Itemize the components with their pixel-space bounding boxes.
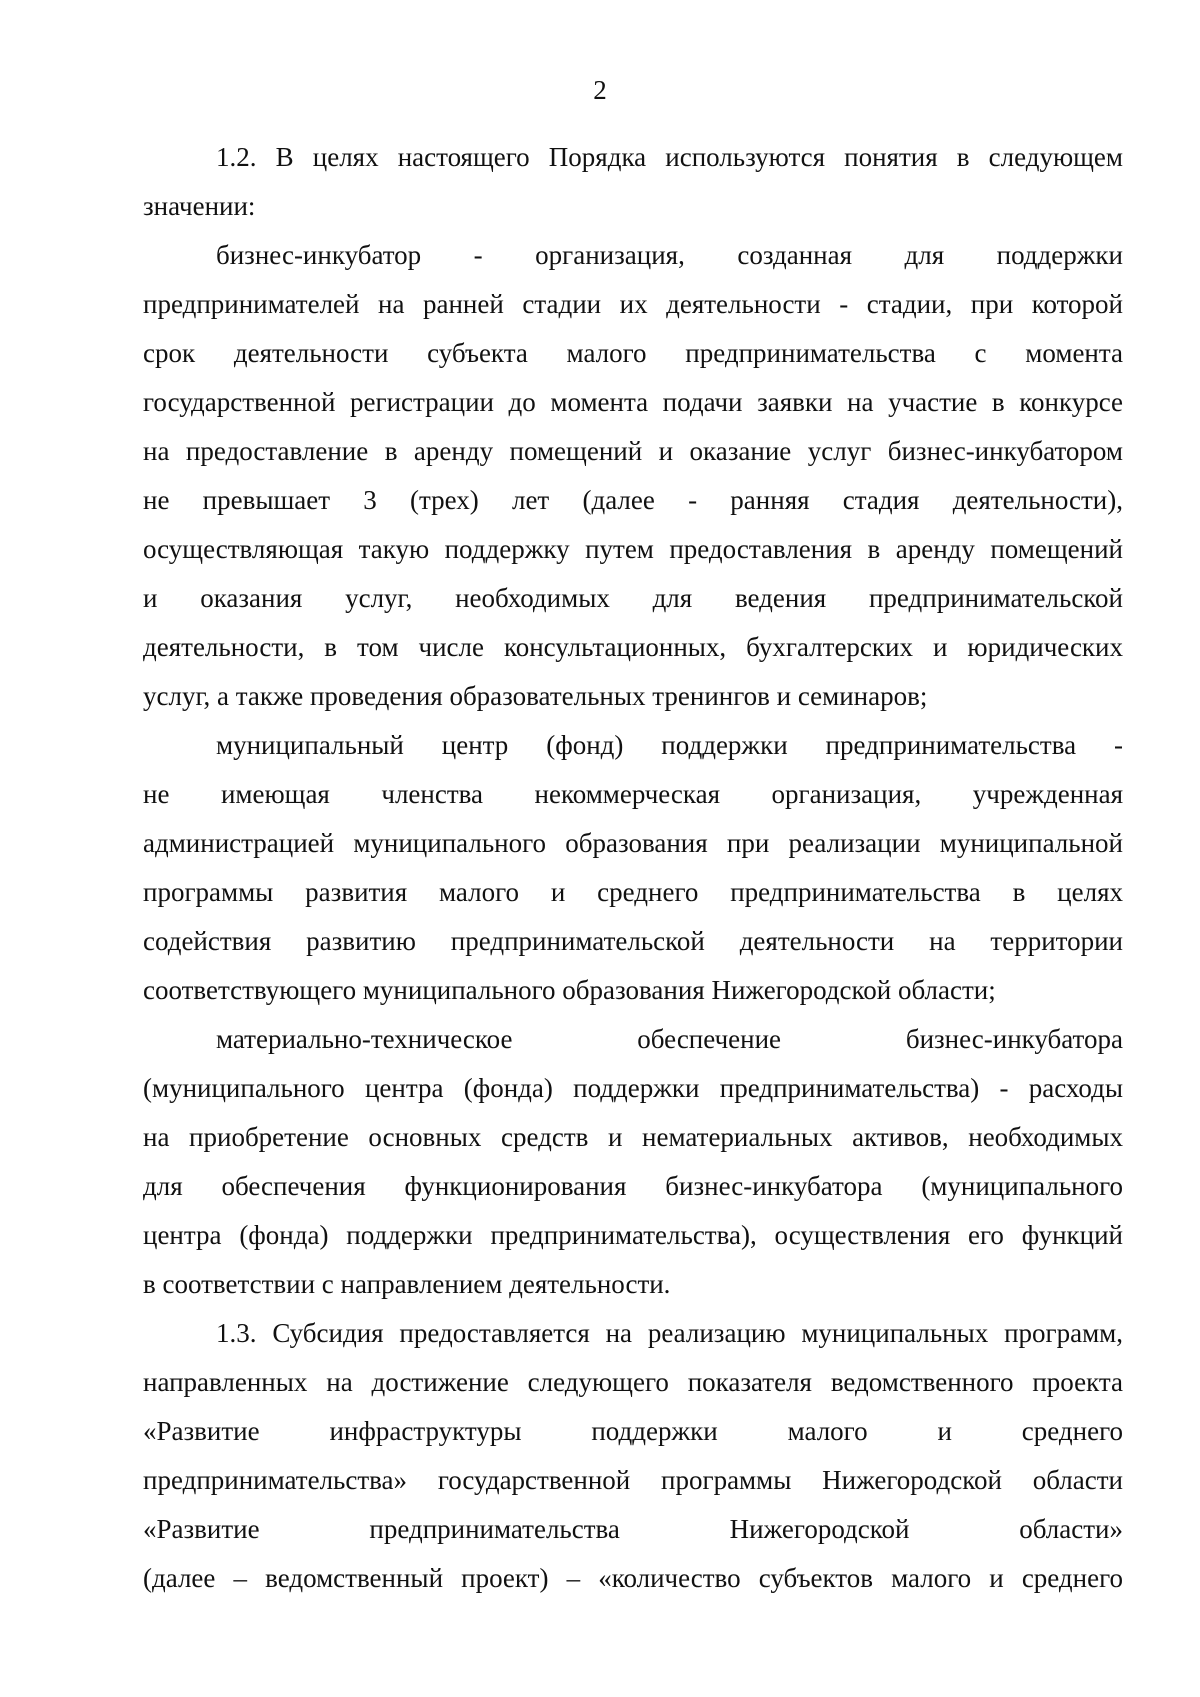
text-line: на предоставление в аренду помещений и оказание услуг бизнес-инкубатором — [143, 436, 1123, 466]
text-line: бизнес-инкубатор - организация, созданная для поддержки — [216, 240, 1123, 270]
text-line: направленных на достижение следующего показателя ведомственного проекта — [143, 1367, 1123, 1397]
text-line: (далее – ведомственный проект) – «количество субъектов малого и среднего — [143, 1563, 1123, 1593]
text-line: и оказания услуг, необходимых для ведения предпринимательской — [143, 583, 1123, 613]
page-number: 2 — [593, 75, 607, 105]
text-line: «Развитие предпринимательства Нижегородской области» — [143, 1514, 1123, 1544]
text-line: администрацией муниципального образования при реализации муниципальной — [143, 828, 1123, 858]
text-line: не имеющая членства некоммерческая организация, учрежденная — [143, 779, 1123, 809]
text-line: осуществляющая такую поддержку путем предоставления в аренду помещений — [143, 534, 1123, 564]
text-line: муниципальный центр (фонд) поддержки предпринимательства - — [216, 730, 1123, 760]
text-line: предпринимателей на ранней стадии их деятельности - стадии, при которой — [143, 289, 1123, 319]
text-line: 1.3. Субсидия предоставляется на реализацию муниципальных программ, — [216, 1318, 1123, 1348]
text-line: деятельности, в том числе консультационных, бухгалтерских и юридических — [143, 632, 1123, 662]
text-line: в соответствии с направлением деятельности. — [143, 1269, 671, 1299]
text-line: программы развития малого и среднего предпринимательства в целях — [143, 877, 1123, 907]
text-line: предпринимательства» государственной программы Нижегородской области — [143, 1465, 1123, 1495]
document-body — [143, 133, 1123, 1603]
text-line: «Развитие инфраструктуры поддержки малого и среднего — [143, 1416, 1123, 1446]
text-line: 1.2. В целях настоящего Порядка используются понятия в следующем — [216, 142, 1123, 172]
text-line: для обеспечения функционирования бизнес-инкубатора (муниципального — [143, 1171, 1123, 1201]
text-line: государственной регистрации до момента подачи заявки на участие в конкурсе — [143, 387, 1123, 417]
text-line: значении: — [143, 191, 256, 221]
text-line: содействия развитию предпринимательской деятельности на территории — [143, 926, 1123, 956]
text-line: соответствующего муниципального образования Нижегородской области; — [143, 975, 996, 1005]
text-line: (муниципального центра (фонда) поддержки предпринимательства) - расходы — [143, 1073, 1123, 1103]
text-line: центра (фонда) поддержки предпринимательства), осуществления его функций — [143, 1220, 1123, 1250]
text-line: не превышает 3 (трех) лет (далее - ранняя стадия деятельности), — [143, 485, 1123, 515]
text-line: услуг, а также проведения образовательных тренингов и семинаров; — [143, 681, 928, 711]
text-line: срок деятельности субъекта малого предпринимательства с момента — [143, 338, 1123, 368]
text-line: материально-техническое обеспечение бизнес-инкубатора — [216, 1024, 1123, 1054]
text-line: на приобретение основных средств и нематериальных активов, необходимых — [143, 1122, 1123, 1152]
